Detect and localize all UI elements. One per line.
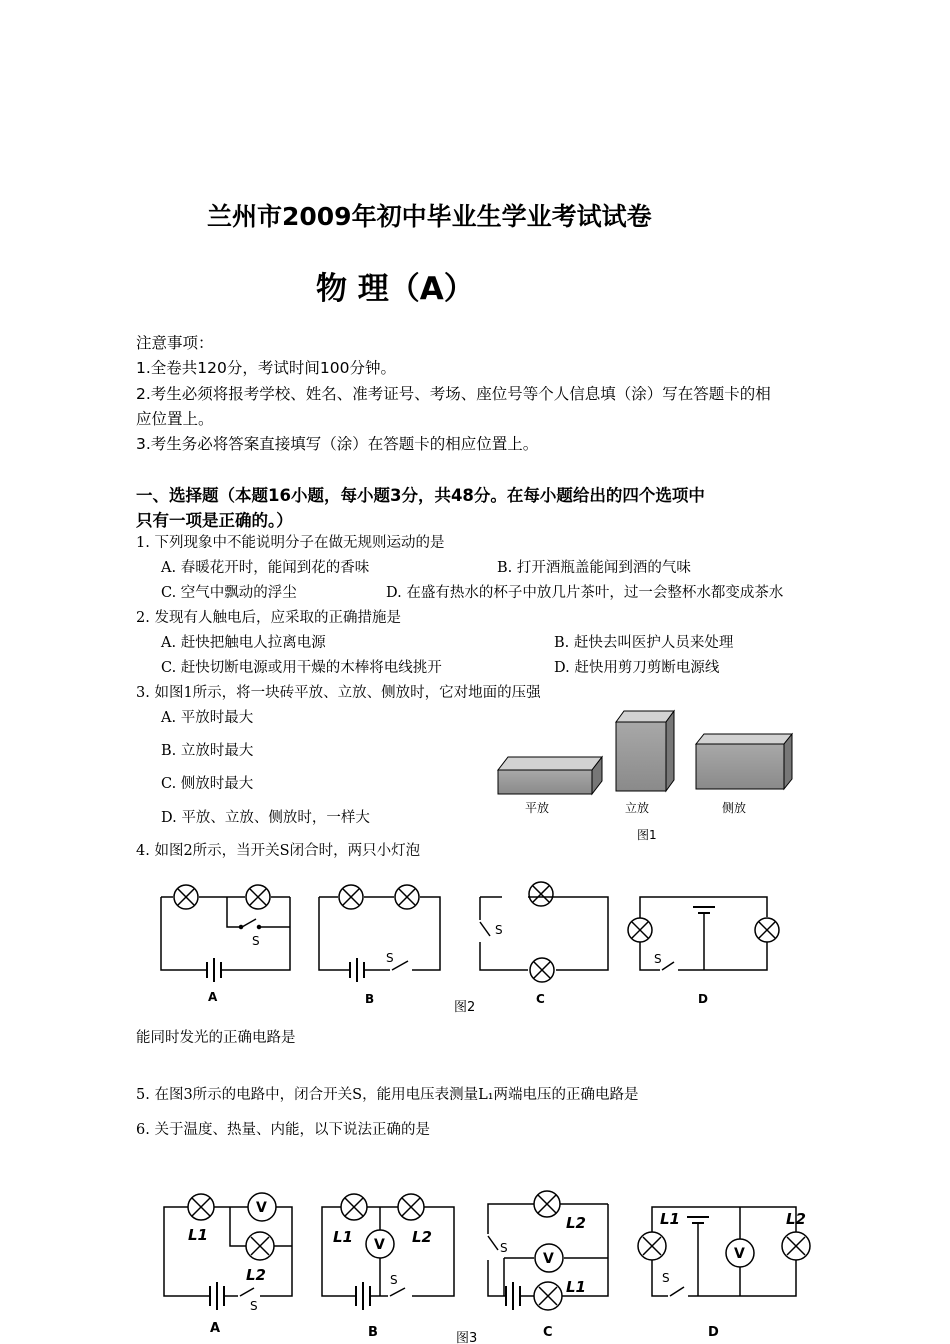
question-4: 4. 如图2所示，当开关S闭合时，两只小灯泡 <box>136 843 421 859</box>
switch-label: S <box>390 1273 398 1287</box>
q3-option-b: B. 立放时最大 <box>161 743 254 759</box>
figure-1-bricks <box>492 700 802 850</box>
lamp-label: L2 <box>412 1228 432 1246</box>
battery-icon <box>693 907 715 913</box>
brick-side <box>696 734 792 789</box>
q1-option-c: C. 空气中飘动的浮尘 <box>161 585 297 601</box>
lamp-label: L1 <box>660 1210 680 1228</box>
lamp-label: L2 <box>786 1210 806 1228</box>
battery-icon <box>687 1217 709 1223</box>
voltmeter-label: V <box>734 1246 745 1262</box>
q3-option-c: C. 侧放时最大 <box>161 776 254 792</box>
lamp-icon <box>755 918 779 942</box>
circuit-b <box>322 1194 454 1310</box>
lamp-icon <box>398 1194 424 1220</box>
question-6: 6. 关于温度、热量、内能，以下说法正确的是 <box>136 1122 430 1138</box>
label-flat: 平放 <box>525 801 550 815</box>
brick-upright <box>616 711 674 791</box>
q2-option-c: C. 赶快切断电源或用干燥的木棒将电线挑开 <box>161 660 442 676</box>
switch-label: S <box>252 934 260 948</box>
circuit-label: B <box>365 992 375 1006</box>
q3-option-d: D. 平放、立放、侧放时，一样大 <box>161 810 370 826</box>
section-heading: 一、选择题（本题16小题，每小题3分，共48分。在每小题给出的四个选项中 <box>136 486 705 505</box>
circuit-a <box>164 1193 292 1310</box>
figure-3-caption: 图3 <box>456 1331 478 1344</box>
lamp-label: L2 <box>566 1214 586 1232</box>
q2-option-a: A. 赶快把触电人拉离电源 <box>161 635 326 651</box>
lamp-icon <box>395 885 419 909</box>
lamp-label: L1 <box>188 1226 208 1244</box>
q3-option-a: A. 平放时最大 <box>161 710 254 726</box>
switch-label: S <box>500 1241 508 1255</box>
lamp-label: L2 <box>246 1266 266 1284</box>
voltmeter-label: V <box>256 1200 267 1216</box>
switch-label: S <box>386 951 394 965</box>
lamp-icon <box>246 885 270 909</box>
battery-icon <box>356 1282 370 1310</box>
question-4-tail: 能同时发光的正确电路是 <box>136 1030 296 1046</box>
lamp-icon <box>341 1194 367 1220</box>
lamp-icon <box>529 882 553 906</box>
brick-flat <box>498 757 602 794</box>
lamp-icon <box>638 1232 666 1260</box>
q2-option-d: D. 赶快用剪刀剪断电源线 <box>554 660 720 676</box>
lamp-icon <box>782 1232 810 1260</box>
lamp-icon <box>530 958 554 982</box>
circuit-label: C <box>536 992 545 1006</box>
label-side: 侧放 <box>722 801 747 815</box>
lamp-label: L1 <box>566 1278 586 1296</box>
battery-icon <box>350 958 364 982</box>
subject-title: 物 理（A） <box>316 271 475 307</box>
lamp-icon <box>534 1191 560 1217</box>
notice-item: 1.全卷共120分，考试时间100分钟。 <box>136 359 396 377</box>
voltmeter-label: V <box>374 1237 385 1253</box>
switch-label: S <box>495 923 503 937</box>
battery-icon <box>207 958 221 982</box>
circuit-b <box>319 885 440 982</box>
lamp-icon <box>174 885 198 909</box>
notice-item: 3.考生务必将答案直接填写（涂）在答题卡的相应位置上。 <box>136 435 539 453</box>
lamp-icon <box>188 1194 214 1220</box>
voltmeter-label: V <box>543 1251 554 1267</box>
lamp-label: L1 <box>333 1228 353 1246</box>
question-3: 3. 如图1所示，将一块砖平放、立放、侧放时，它对地面的压强 <box>136 685 541 701</box>
battery-icon <box>506 1282 520 1310</box>
question-2: 2. 发现有人触电后，应采取的正确措施是 <box>136 610 401 626</box>
q2-option-b: B. 赶快去叫医护人员来处理 <box>554 635 734 651</box>
circuit-a <box>161 885 290 982</box>
circuit-d <box>628 897 779 970</box>
circuit-label: B <box>368 1325 378 1340</box>
question-5: 5. 在图3所示的电路中，闭合开关S，能用电压表测量L₁两端电压的正确电路是 <box>136 1087 639 1103</box>
q1-option-b: B. 打开酒瓶盖能闻到酒的气味 <box>497 560 691 576</box>
circuit-label: D <box>708 1325 719 1340</box>
figure-1-caption: 图1 <box>637 828 657 842</box>
label-upright: 立放 <box>625 801 650 815</box>
battery-icon <box>210 1282 224 1310</box>
question-1: 1. 下列现象中不能说明分子在做无规则运动的是 <box>136 535 445 551</box>
lamp-icon <box>246 1232 274 1260</box>
q1-option-d: D. 在盛有热水的杯子中放几片茶叶，过一会整杯水都变成茶水 <box>386 585 784 601</box>
switch-label: S <box>250 1299 258 1313</box>
switch-label: S <box>654 952 662 966</box>
circuit-label: A <box>210 1321 221 1336</box>
circuit-label: C <box>543 1325 553 1340</box>
figure-2-caption: 图2 <box>454 1000 476 1015</box>
notice-item: 应位置上。 <box>136 410 214 428</box>
lamp-icon <box>339 885 363 909</box>
circuit-label: A <box>208 990 218 1004</box>
lamp-icon <box>534 1282 562 1310</box>
exam-title: 兰州市2009年初中毕业生学业考试试卷 <box>207 202 652 231</box>
notice-heading: 注意事项： <box>136 334 214 352</box>
q1-option-a: A. 春暖花开时，能闻到花的香味 <box>161 560 370 576</box>
notice-item: 2.考生必须将报考学校、姓名、准考证号、考场、座位号等个人信息填（涂）写在答题卡的相 <box>136 385 771 403</box>
section-heading-cont: 只有一项是正确的。） <box>136 511 293 530</box>
switch-label: S <box>662 1271 670 1285</box>
circuit-label: D <box>698 992 708 1006</box>
figure-3-circuits <box>150 1180 820 1344</box>
figure-2-circuits <box>150 870 800 1020</box>
lamp-icon <box>628 918 652 942</box>
